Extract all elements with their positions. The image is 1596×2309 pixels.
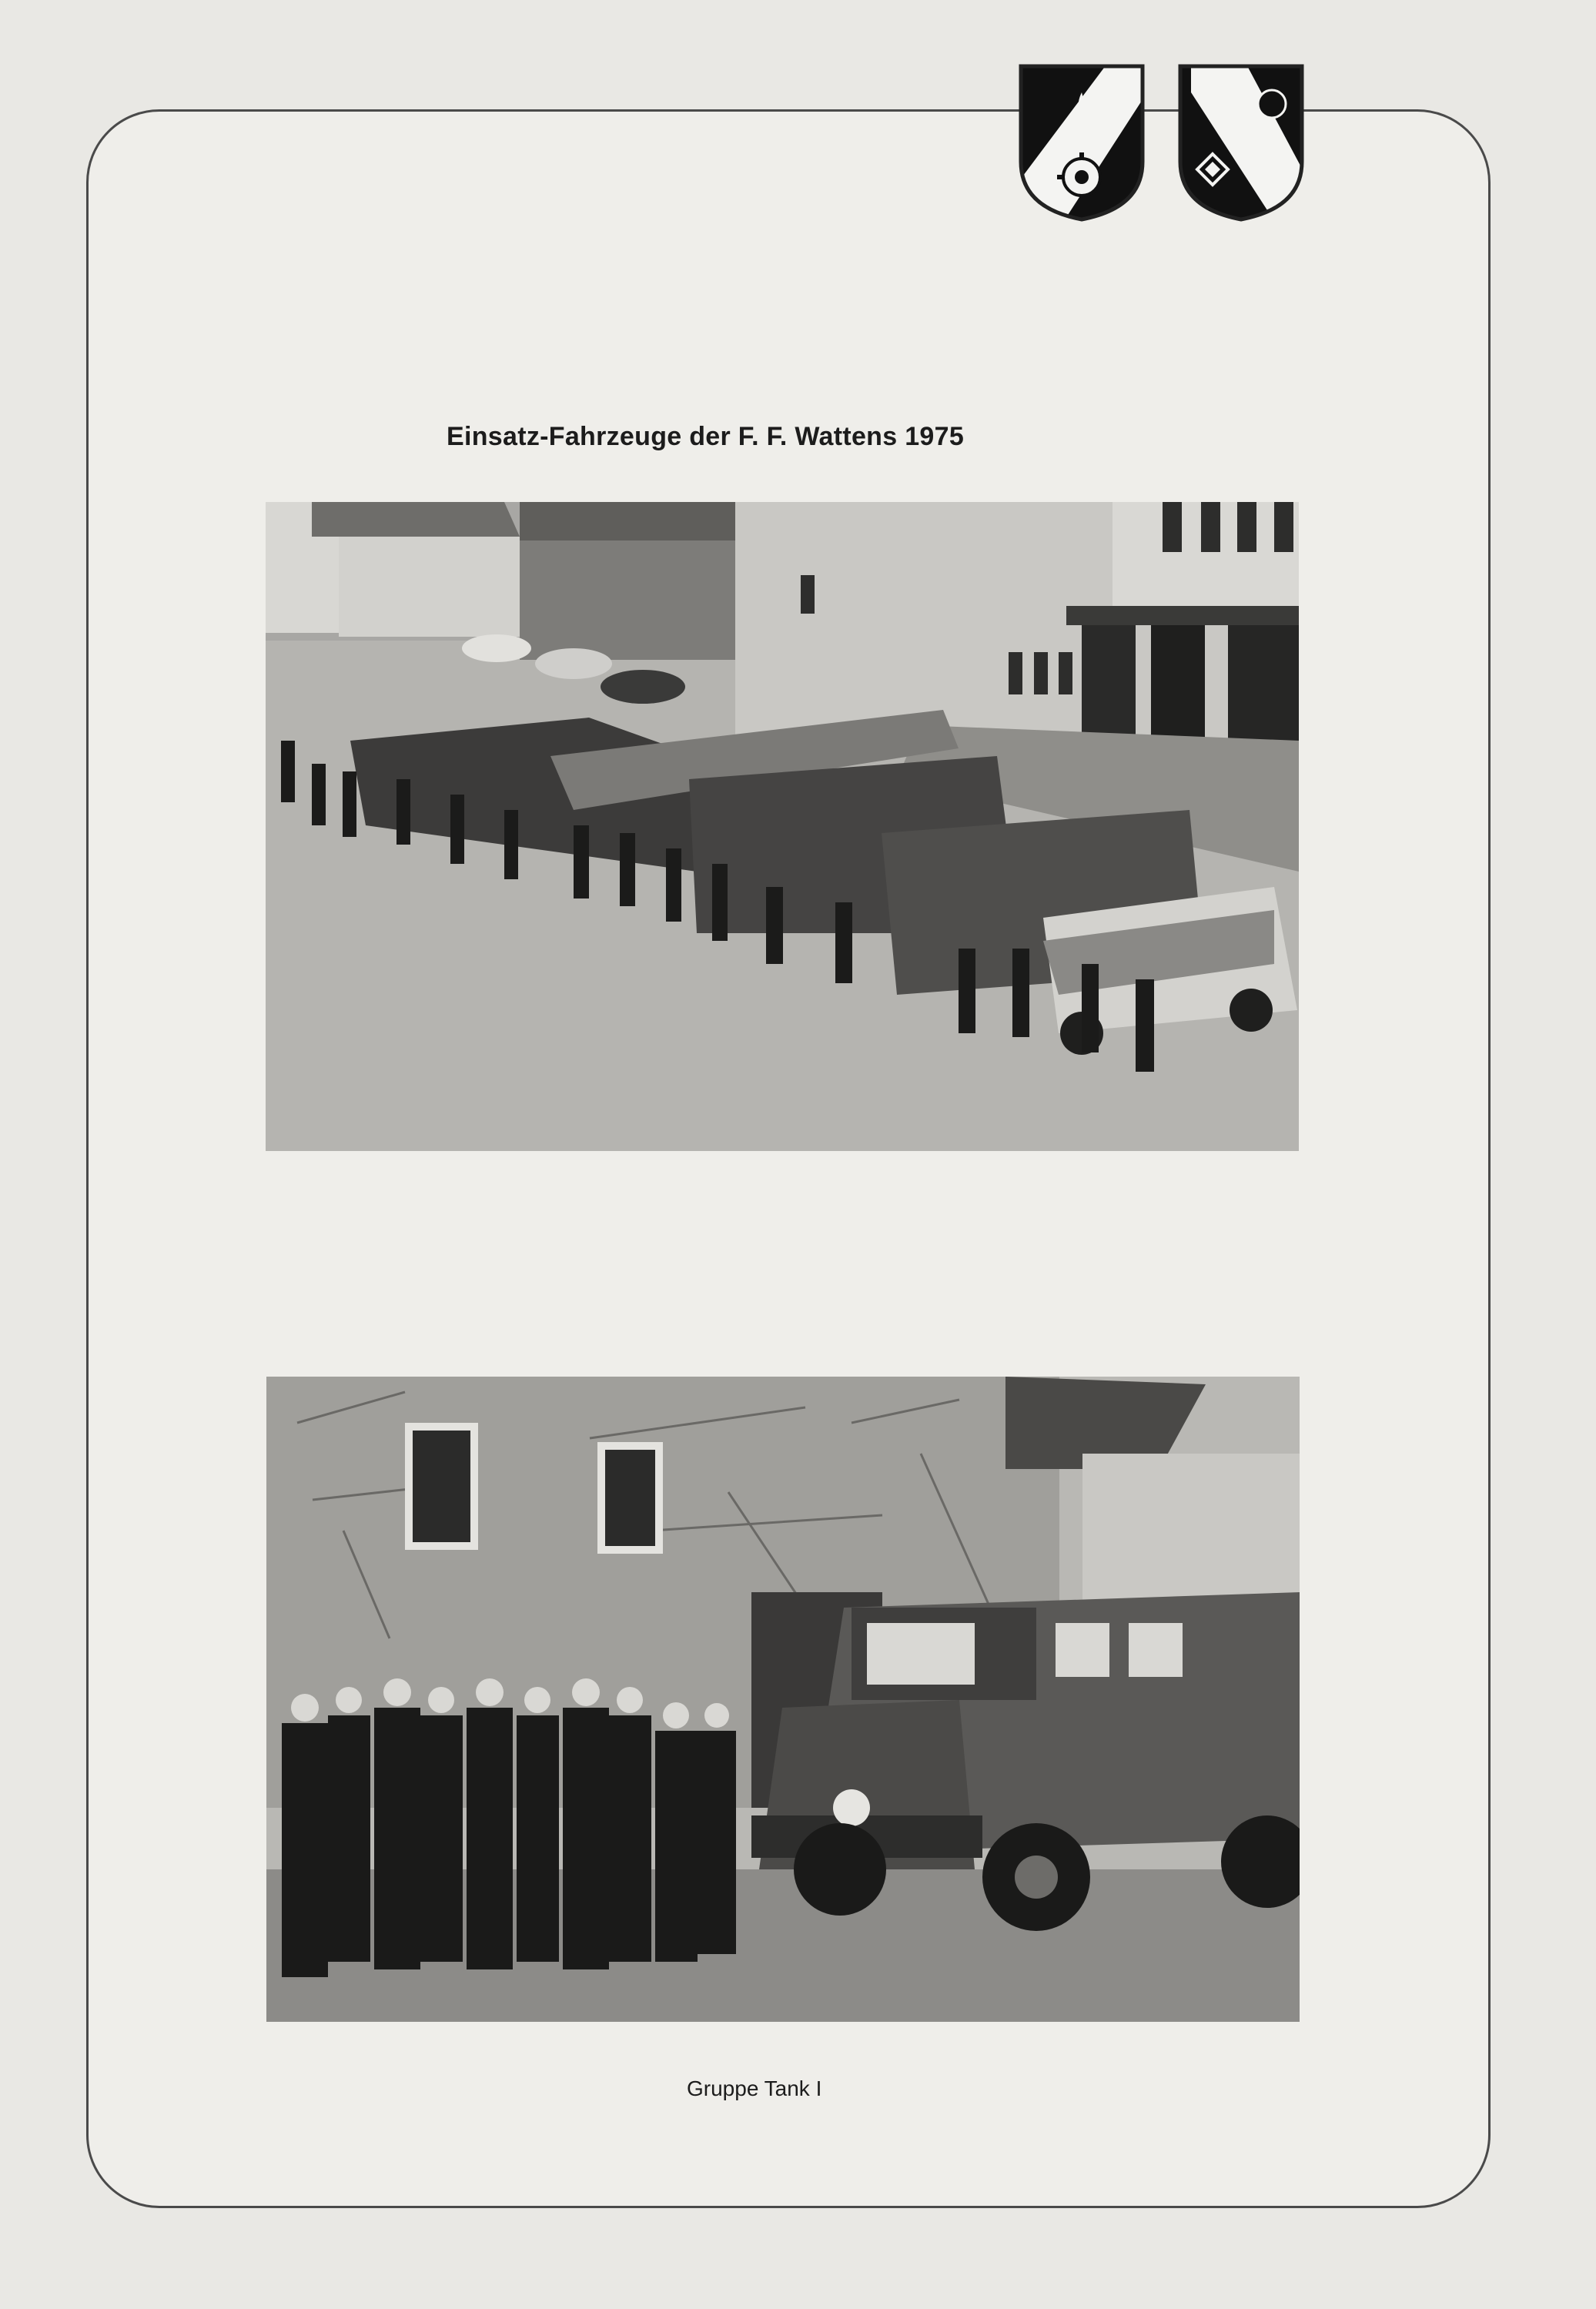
fire-vehicles-lineup-photo [266, 502, 1299, 1151]
fire-brigade-crest-icon [1016, 62, 1147, 223]
municipal-crest-icon [1176, 62, 1307, 223]
tank-group-photo [266, 1377, 1300, 2022]
page-title: Einsatz-Fahrzeuge der F. F. Wattens 1975 [447, 422, 965, 451]
photo-caption: Gruppe Tank I [687, 2076, 822, 2100]
